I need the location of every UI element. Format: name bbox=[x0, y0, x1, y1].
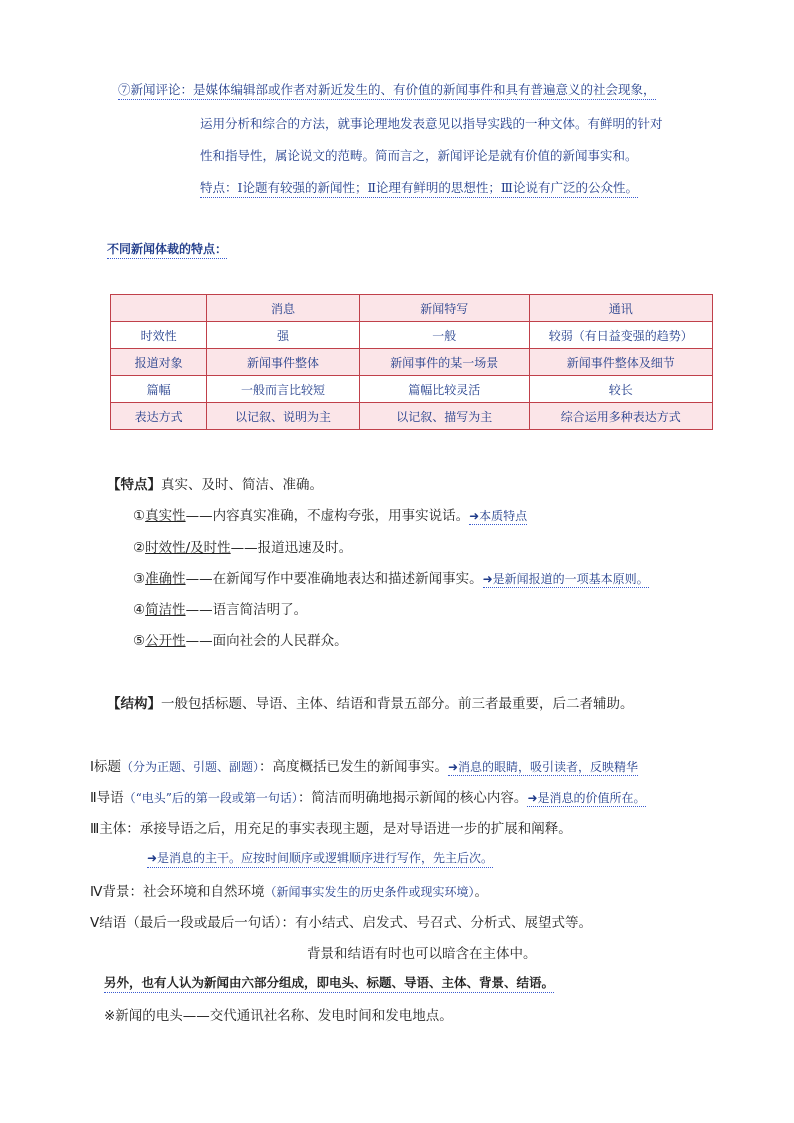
body-note: ➜是消息的主干。应按时间顺序或逻辑顺序进行写作，先主后次。 bbox=[147, 849, 493, 868]
structure-ending: Ⅴ结语（最后一段或最后一句话）：有小结式、启发式、号召式、分析式、展望式等。 bbox=[90, 915, 592, 931]
structure-dateline: ※新闻的电头——交代通讯社名称、发电时间和发电地点。 bbox=[104, 1008, 453, 1024]
feature-number: ② bbox=[133, 540, 146, 556]
title-note: ➜消息的眼睛，吸引读者，反映精华 bbox=[448, 760, 639, 774]
title-head: Ⅰ标题 bbox=[90, 759, 121, 775]
table-cell: 新闻事件的某一场景 bbox=[359, 349, 529, 376]
structure-heading bbox=[107, 692, 634, 712]
table-cell: 新闻事件整体 bbox=[207, 349, 360, 376]
table-cell: 通讯 bbox=[529, 295, 712, 322]
title-text: ：高度概括已发生的新闻事实。 bbox=[259, 759, 448, 775]
table-row bbox=[111, 322, 713, 349]
feature-term: 时效性/及时性 bbox=[145, 540, 231, 556]
feature-number: ③ bbox=[133, 571, 146, 587]
structure-lead bbox=[90, 786, 646, 806]
commentary-line-2: 运用分析和综合的方法，就事论理地发表意见以指导实践的一种文体。有鲜明的针对 bbox=[200, 116, 663, 131]
feature-term: 准确性 bbox=[145, 571, 186, 587]
table-cell: 强 bbox=[207, 322, 360, 349]
structure-alt-view: 另外，也有人认为新闻由六部分组成，即电头、标题、导语、主体、背景、结语。 bbox=[104, 973, 554, 993]
feature-term: 简洁性 bbox=[145, 602, 186, 618]
table-cell: 新闻事件整体及细节 bbox=[529, 349, 712, 376]
feature-item bbox=[133, 567, 649, 587]
feature-note: ➜本质特点 bbox=[469, 509, 528, 523]
table-row bbox=[111, 376, 713, 403]
feature-desc: ——内容真实准确，不虚构夸张，用事实说话。 bbox=[185, 508, 470, 524]
table-cell: 消息 bbox=[207, 295, 360, 322]
structure-title bbox=[90, 755, 638, 775]
table-cell: 较弱（有日益变强的趋势） bbox=[529, 322, 712, 349]
table-cell: 以记叙、说明为主 bbox=[207, 403, 360, 430]
features-heading bbox=[107, 473, 323, 493]
background-head: Ⅳ背景：社会环境和自然环境 bbox=[90, 884, 265, 900]
features-summary: 真实、及时、简洁、准确。 bbox=[161, 477, 323, 493]
structure-background bbox=[90, 880, 488, 900]
table-row bbox=[111, 403, 713, 430]
table-cell: 报道对象 bbox=[111, 349, 207, 376]
feature-item bbox=[133, 598, 307, 618]
feature-desc: ——面向社会的人民群众。 bbox=[185, 633, 348, 649]
table-cell: 篇幅比较灵活 bbox=[359, 376, 529, 403]
table-row bbox=[111, 349, 713, 376]
background-tail: 。 bbox=[474, 884, 488, 900]
feature-item bbox=[133, 629, 348, 649]
background-def: （新闻事实发生的历史条件或现实环境） bbox=[264, 885, 475, 899]
feature-number: ① bbox=[133, 508, 146, 524]
table-cell: 时效性 bbox=[111, 322, 207, 349]
feature-number: ④ bbox=[133, 602, 146, 618]
structure-body: Ⅲ主体：承接导语之后，用充足的事实表现主题，是对导语进一步的扩展和阐释。 bbox=[90, 821, 572, 837]
feature-term: 真实性 bbox=[145, 508, 186, 524]
feature-desc: ——语言简洁明了。 bbox=[185, 602, 308, 618]
commentary-line-3: 性和指导性，属论说文的范畴。简而言之，新闻评论是就有价值的新闻事实和。 bbox=[200, 148, 638, 163]
genre-heading: 不同新闻体裁的特点： bbox=[107, 240, 227, 259]
structure-label: 【结构】 bbox=[107, 696, 161, 712]
structure-implicit: 背景和结语有时也可以暗含在主体中。 bbox=[307, 946, 537, 962]
features-label: 【特点】 bbox=[107, 477, 161, 493]
commentary-line-1: ⑦新闻评论：是媒体编辑部或作者对新近发生的、有价值的新闻事件和具有普遍意义的社会现象， bbox=[118, 80, 656, 100]
title-types: （分为正题、引题、副题） bbox=[120, 760, 259, 774]
table-cell: 较长 bbox=[529, 376, 712, 403]
table-cell: 一般而言比较短 bbox=[207, 376, 360, 403]
table-row bbox=[111, 295, 713, 322]
table-cell: 新闻特写 bbox=[359, 295, 529, 322]
table-cell: 表达方式 bbox=[111, 403, 207, 430]
feature-number: ⑤ bbox=[133, 633, 146, 649]
feature-item bbox=[133, 504, 527, 524]
table-cell: 一般 bbox=[359, 322, 529, 349]
lead-note: ➜是消息的价值所在。 bbox=[527, 791, 646, 805]
feature-desc: ——在新闻写作中要准确地表达和描述新闻事实。 bbox=[185, 571, 483, 587]
structure-summary: 一般包括标题、导语、主体、结语和背景五部分。前三者最重要，后二者辅助。 bbox=[161, 696, 634, 712]
feature-note: ➜是新闻报道的一项基本原则。 bbox=[482, 572, 649, 586]
genre-comparison-table bbox=[110, 294, 713, 430]
lead-text: ：简洁而明确地揭示新闻的核心内容。 bbox=[297, 790, 528, 806]
feature-desc: ——报道迅速及时。 bbox=[230, 540, 353, 556]
table-cell: 篇幅 bbox=[111, 376, 207, 403]
commentary-features: 特点：Ⅰ论题有较强的新闻性；Ⅱ论理有鲜明的思想性；Ⅲ论说有广泛的公众性。 bbox=[200, 178, 638, 198]
feature-item bbox=[133, 536, 352, 556]
feature-term: 公开性 bbox=[145, 633, 186, 649]
table-cell bbox=[111, 295, 207, 322]
lead-def: （“电头”后的第一段或第一句话） bbox=[123, 791, 298, 805]
table-cell: 综合运用多种表达方式 bbox=[529, 403, 712, 430]
lead-head: Ⅱ导语 bbox=[90, 790, 124, 806]
table-cell: 以记叙、描写为主 bbox=[359, 403, 529, 430]
